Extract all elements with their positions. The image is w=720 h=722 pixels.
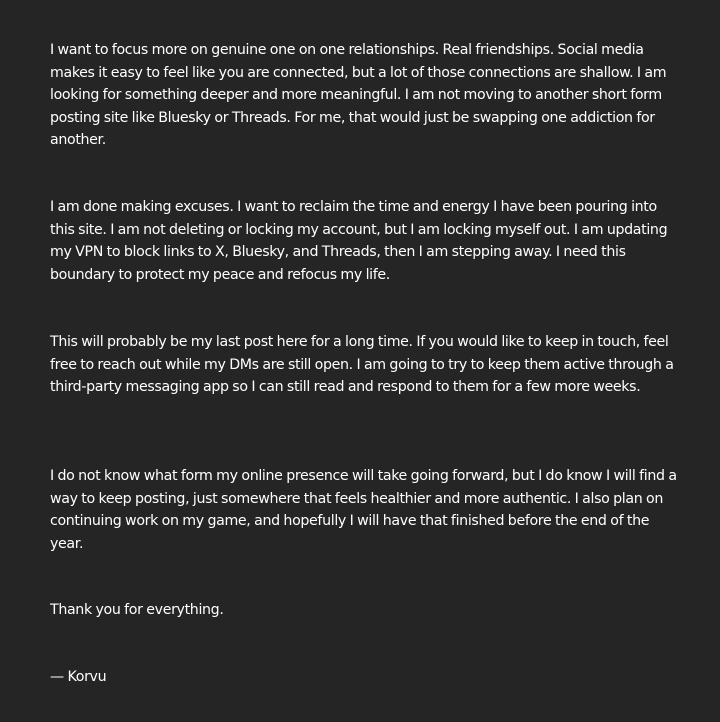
post-paragraph: I do not know what form my online presence will take going forward, but I do know I will find a way to keep posting, just somewhere that feels healthier and more authentic. I also plan on continuing work on my game, and hopefully I will have that finished before the end of the year. <box>50 468 677 552</box>
post-signature: — Korvu <box>50 669 107 685</box>
post-paragraph: Thank you for everything. <box>50 602 224 618</box>
post-paragraph: I want to focus more on genuine one on one relationships. Real friendships. Social media makes it easy to feel like you are connected, but a lot of those connections are shallow. I am looking for something deeper and more meaningful. I am not moving to another short form posting site like Bluesky or Threads. For me, that would just be swapping one addiction for another. <box>50 42 667 148</box>
post-paragraph: This will probably be my last post here for a long time. If you would like to keep in touch, feel free to reach out while my DMs are still open. I am going to try to keep them active through a third-party messaging app so I can still read and respond to them for a few more weeks. <box>50 334 674 395</box>
post-paragraph: I am done making excuses. I want to reclaim the time and energy I have been pouring into this site. I am not deleting or locking my account, but I am locking myself out. I am updating my VPN to block links to X, Bluesky, and Threads, then I am stepping away. I need this boundary to protect my peace and refocus my life. <box>50 199 668 283</box>
